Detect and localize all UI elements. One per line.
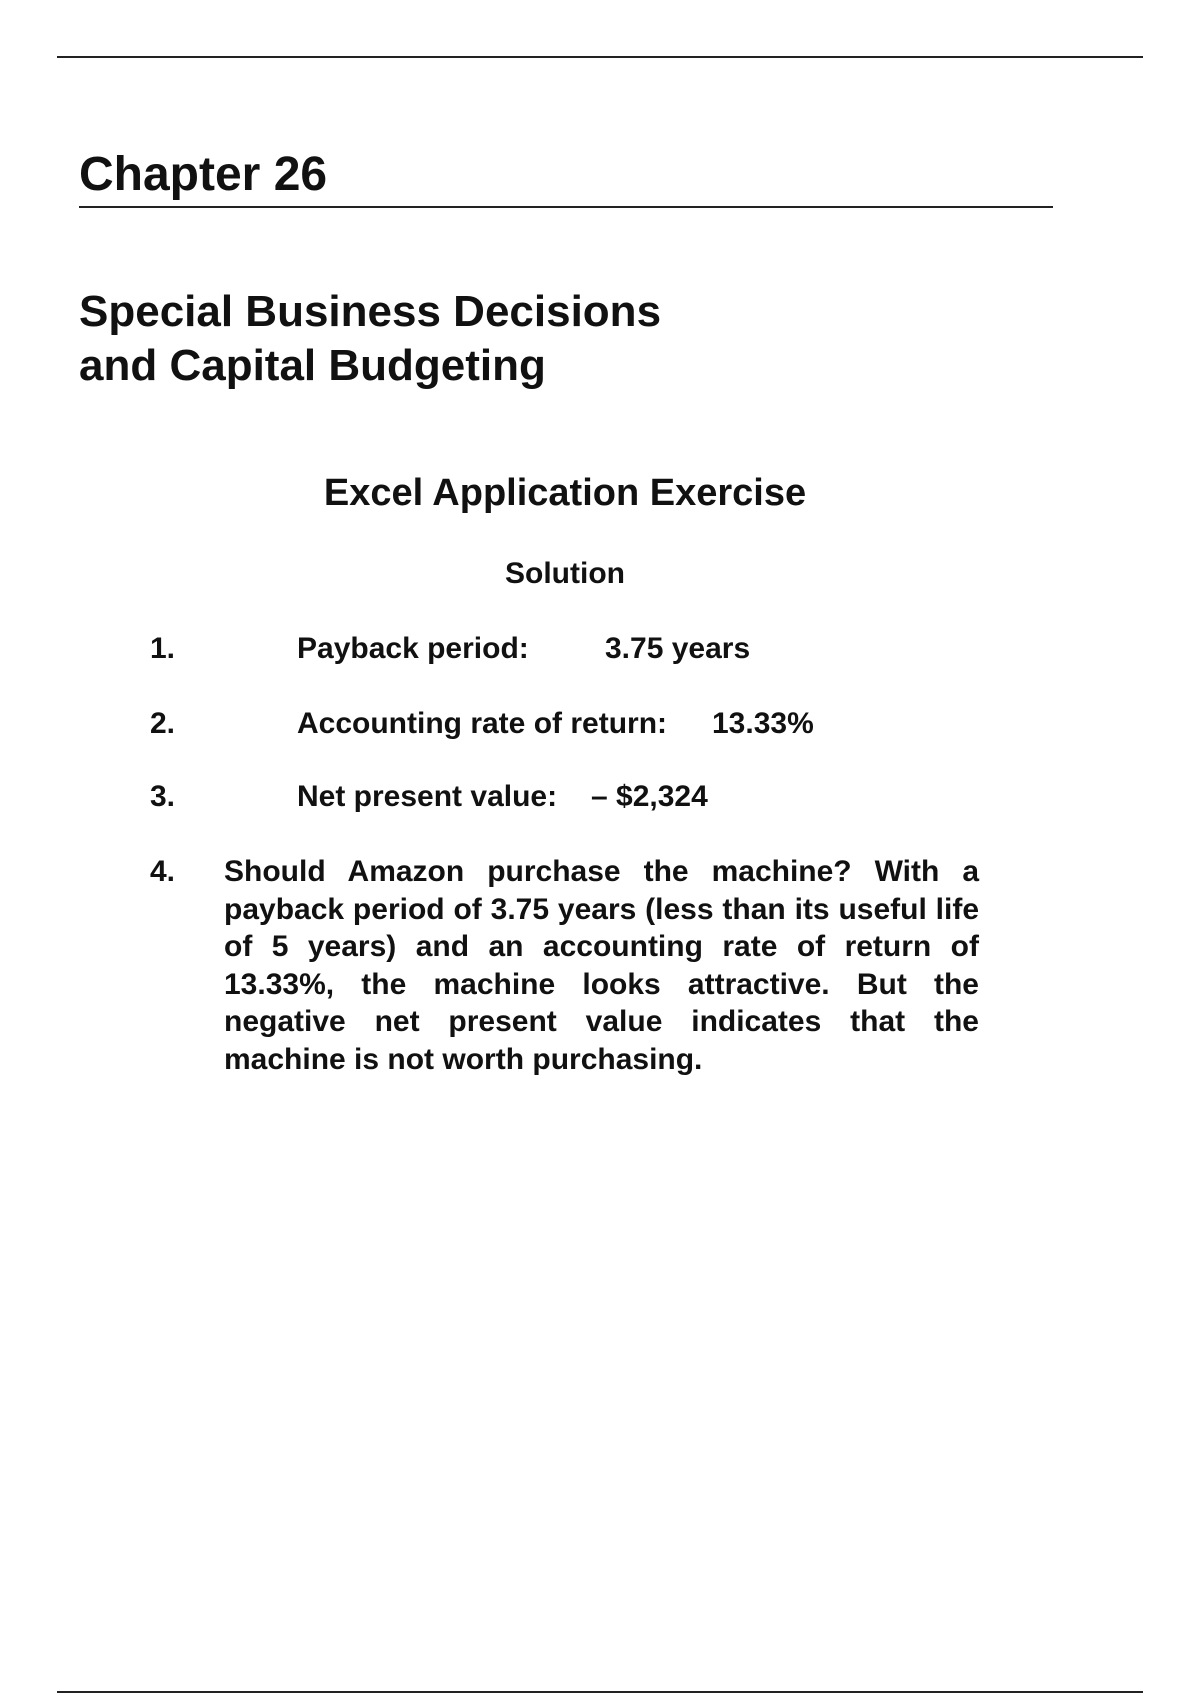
answer-label: Net present value: (297, 780, 558, 813)
bottom-rule (57, 1691, 1143, 1693)
chapter-subject-title (79, 285, 661, 393)
answer-label: Accounting rate of return: (297, 707, 668, 740)
answer-number: 1. (150, 632, 176, 665)
answer-number: 2. (150, 707, 176, 740)
answer-value: 13.33% (712, 707, 814, 740)
exercise-title: Excel Application Exercise (323, 472, 807, 514)
answer-label: Payback period: (297, 632, 529, 665)
chapter-subject-line-2: and Capital Budgeting (79, 341, 546, 390)
answer-value: 3.75 years (605, 632, 751, 665)
answer-paragraph: Should Amazon purchase the machine? With a payback period of 3.75 years (less than its useful life of 5 years) and an accounting rate of return of 13.33%, the machine looks attractive. But the negative net present value indicates that the machine is not worth purchasing. (224, 855, 979, 1076)
solution-heading: Solution (505, 557, 625, 590)
answer-value: – $2,324 (591, 780, 708, 813)
chapter-heading-block (79, 148, 1053, 208)
chapter-title: Chapter 26 (79, 148, 328, 201)
top-rule (57, 56, 1143, 58)
chapter-subject-line-1: Special Business Decisions (79, 287, 662, 336)
answer-number: 4. (150, 855, 176, 888)
answer-number: 3. (150, 780, 176, 813)
